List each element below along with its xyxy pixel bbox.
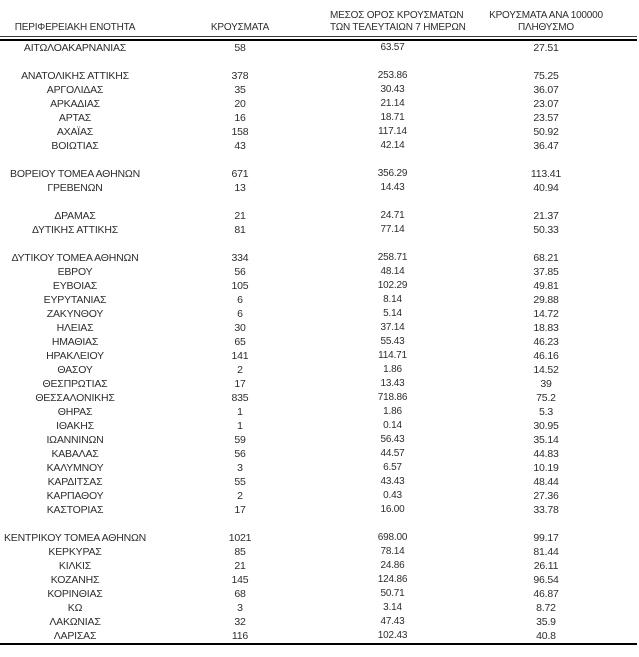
region-cell: ΚΕΡΚΥΡΑΣ (48, 546, 102, 558)
per100k-cell: 29.88 (533, 294, 559, 306)
avg7-cell: 37.14 (380, 322, 405, 333)
table-row (0, 475, 637, 489)
avg7-cell: 117.14 (378, 126, 407, 137)
avg7-cell: 63.57 (380, 42, 405, 53)
avg7-cell: 356.29 (377, 168, 408, 179)
region-cell: ΒΟΡΕΙΟΥ ΤΟΜΕΑ ΑΘΗΝΩΝ (10, 168, 140, 180)
spacer-row (0, 153, 637, 167)
avg7-cell: 24.71 (380, 210, 405, 221)
table-row (0, 265, 637, 279)
cases-cell: 35 (234, 84, 246, 96)
avg7-cell: 5.14 (383, 308, 402, 319)
cases-cell: 55 (234, 476, 246, 488)
avg7-cell: 102.29 (377, 280, 408, 291)
cases-cell: 141 (231, 350, 249, 362)
region-cell: ΗΜΑΘΙΑΣ (51, 336, 99, 348)
per100k-cell: 113.41 (530, 168, 562, 180)
spacer-cell (150, 237, 330, 251)
region-cell: ΛΑΡΙΣΑΣ (53, 630, 97, 642)
cases-cell: 65 (234, 336, 246, 348)
avg7-cell: 1.86 (383, 364, 402, 375)
table-row (0, 139, 637, 153)
region-cell: ΚΑΡΔΙΤΣΑΣ (47, 476, 103, 488)
cases-cell: 116 (231, 630, 249, 642)
cases-cell: 835 (231, 392, 249, 404)
cases-cell: 2 (237, 490, 243, 502)
region-cell: ΑΙΤΩΛΟΑΚΑΡΝΑΝΙΑΣ (23, 42, 127, 54)
table-row (0, 615, 637, 629)
col-header-per100k (455, 0, 637, 37)
cases-cell: 6 (237, 308, 243, 320)
table-row (0, 545, 637, 559)
avg7-cell: 18.71 (380, 112, 405, 123)
per100k-cell: 99.17 (533, 532, 559, 544)
per100k-cell: 36.47 (533, 140, 559, 152)
cases-cell: 58 (234, 42, 246, 54)
avg7-cell: 3.14 (383, 602, 402, 613)
spacer-cell (0, 195, 150, 209)
region-cell: ΛΑΚΩΝΙΑΣ (49, 616, 101, 628)
avg7-cell: 78.14 (380, 546, 405, 557)
avg7-cell: 30.43 (380, 84, 405, 95)
per100k-cell: 21.37 (533, 210, 559, 222)
avg7-cell: 13.43 (380, 378, 405, 389)
region-cell: ΓΡΕΒΕΝΩΝ (47, 182, 103, 194)
per100k-cell: 35.9 (536, 616, 556, 628)
cases-cell: 334 (231, 252, 249, 264)
table-row (0, 587, 637, 601)
spacer-cell (455, 237, 637, 251)
avg7-cell: 48.14 (380, 266, 405, 277)
spacer-cell (0, 517, 150, 531)
region-cell: ΘΕΣΣΑΛΟΝΙΚΗΣ (35, 392, 115, 404)
per100k-cell: 96.54 (533, 574, 559, 586)
col-header-per100k-line2: ΠΛΗΘΥΣΜΟ (518, 22, 574, 33)
table-row (0, 279, 637, 293)
per100k-cell: 75.25 (533, 70, 559, 82)
per100k-cell: 46.87 (533, 588, 559, 600)
avg7-cell: 55.43 (380, 336, 405, 347)
avg7-cell: 43.43 (380, 476, 405, 487)
table-row (0, 40, 637, 55)
cases-cell: 16 (234, 112, 246, 124)
region-cell: ΗΡΑΚΛΕΙΟΥ (46, 350, 104, 362)
col-header-region-label: ΠΕΡΙΦΕΡΕΙΑΚΗ ΕΝΟΤΗΤΑ (14, 22, 136, 33)
avg7-cell: 56.43 (380, 434, 405, 445)
spacer-row (0, 517, 637, 531)
avg7-cell: 14.43 (380, 182, 405, 193)
per100k-cell: 27.51 (533, 42, 559, 54)
table-row (0, 181, 637, 195)
cases-cell: 85 (234, 546, 246, 558)
table-row (0, 125, 637, 139)
table-header (0, 0, 637, 40)
per100k-cell: 68.21 (533, 252, 559, 264)
per100k-cell: 18.83 (533, 322, 559, 334)
cases-cell: 21 (234, 210, 246, 222)
col-header-avg7-line1: ΜΕΣΟΣ ΟΡΟΣ ΚΡΟΥΣΜΑΤΩΝ (330, 10, 464, 21)
cases-cell: 2 (237, 364, 243, 376)
per100k-cell: 35.14 (533, 434, 559, 446)
spacer-cell (0, 55, 150, 69)
avg7-cell: 24.86 (380, 560, 405, 571)
region-cell: ΗΛΕΙΑΣ (56, 322, 94, 334)
table-row (0, 447, 637, 461)
region-cell: ΚΑΡΠΑΘΟΥ (46, 490, 104, 502)
spacer-cell (0, 153, 150, 167)
cases-cell: 158 (231, 126, 249, 138)
header-row (0, 0, 637, 37)
per100k-cell: 50.33 (533, 224, 559, 236)
per100k-cell: 81.44 (533, 546, 559, 558)
table-row (0, 503, 637, 517)
col-header-cases-label: ΚΡΟΥΣΜΑΤΑ (210, 22, 270, 33)
region-cell: ΔΥΤΙΚΗΣ ΑΤΤΙΚΗΣ (31, 224, 119, 236)
region-cell: ΘΑΣΟΥ (57, 364, 93, 376)
spacer-cell (330, 55, 455, 69)
spacer-cell (330, 237, 455, 251)
region-cell: ΑΧΑΪΑΣ (56, 126, 94, 138)
cases-cell: 671 (231, 168, 249, 180)
spacer-cell (330, 195, 455, 209)
table-row (0, 391, 637, 405)
spacer-cell (455, 195, 637, 209)
per100k-cell: 33.78 (533, 504, 559, 516)
spacer-row (0, 237, 637, 251)
avg7-cell: 42.14 (380, 140, 405, 151)
region-cell: ΕΥΒΟΙΑΣ (52, 280, 98, 292)
avg7-cell: 1.86 (383, 406, 402, 417)
table-row (0, 97, 637, 111)
region-cell: ΑΡΓΟΛΙΔΑΣ (46, 84, 104, 96)
avg7-cell: 8.14 (383, 294, 402, 305)
per100k-cell: 40.8 (536, 630, 556, 642)
cases-cell: 1 (237, 420, 243, 432)
per100k-cell: 37.85 (533, 266, 559, 278)
cases-cell: 3 (237, 462, 243, 474)
avg7-cell: 44.57 (380, 448, 405, 459)
per100k-cell: 75.2 (536, 392, 556, 404)
avg7-cell: 718.86 (377, 392, 408, 403)
region-cell: ΔΥΤΙΚΟΥ ΤΟΜΕΑ ΑΘΗΝΩΝ (11, 252, 139, 264)
cases-cell: 43 (234, 140, 246, 152)
cases-cell: 1 (237, 406, 243, 418)
per100k-cell: 49.81 (533, 280, 559, 292)
per100k-cell: 27.36 (533, 490, 559, 502)
avg7-cell: 50.71 (380, 588, 405, 599)
avg7-cell: 698.00 (377, 532, 408, 543)
table-row (0, 83, 637, 97)
per100k-cell: 48.44 (533, 476, 559, 488)
spacer-cell (150, 55, 330, 69)
cases-cell: 30 (234, 322, 246, 334)
table-row (0, 293, 637, 307)
per100k-cell: 10.19 (533, 462, 559, 474)
region-cell: ΙΩΑΝΝΙΝΩΝ (46, 434, 104, 446)
per100k-cell: 14.72 (533, 308, 559, 320)
table-row (0, 363, 637, 377)
spacer-row (0, 195, 637, 209)
region-cell: ΔΡΑΜΑΣ (54, 210, 96, 222)
table-row (0, 573, 637, 587)
cases-cell: 56 (234, 266, 246, 278)
cases-cell: 145 (231, 574, 249, 586)
region-cell: ΑΡΤΑΣ (58, 112, 92, 124)
region-cell: ΚΕΝΤΡΙΚΟΥ ΤΟΜΕΑ ΑΘΗΝΩΝ (3, 532, 147, 544)
per100k-cell: 50.92 (533, 126, 559, 138)
region-cell: ΚΟΡΙΝΘΙΑΣ (47, 588, 103, 600)
spacer-cell (150, 195, 330, 209)
spacer-row (0, 55, 637, 69)
per100k-cell: 46.23 (533, 336, 559, 348)
table-row (0, 251, 637, 265)
cases-cell: 17 (234, 504, 246, 516)
per100k-cell: 36.07 (533, 84, 559, 96)
avg7-cell: 77.14 (380, 224, 405, 235)
table-row (0, 629, 637, 644)
table-row (0, 559, 637, 573)
per100k-cell: 5.3 (539, 406, 553, 418)
table-row (0, 307, 637, 321)
spacer-cell (330, 153, 455, 167)
cases-cell: 56 (234, 448, 246, 460)
table-row (0, 489, 637, 503)
col-header-avg7-line2: ΤΩΝ ΤΕΛΕΥΤΑΙΩΝ 7 ΗΜΕΡΩΝ (330, 22, 466, 33)
table-row (0, 167, 637, 181)
table-row (0, 349, 637, 363)
col-header-cases (150, 0, 330, 37)
avg7-cell: 0.14 (383, 420, 402, 431)
table-body (0, 40, 637, 644)
table-row (0, 601, 637, 615)
table-row (0, 321, 637, 335)
avg7-cell: 253.86 (377, 70, 408, 81)
region-cell: ΒΟΙΩΤΙΑΣ (51, 140, 99, 152)
cases-cell: 20 (234, 98, 246, 110)
spacer-cell (150, 517, 330, 531)
spacer-cell (455, 517, 637, 531)
region-cell: ΘΕΣΠΡΩΤΙΑΣ (42, 378, 108, 390)
cases-cell: 3 (237, 602, 243, 614)
avg7-cell: 21.14 (380, 98, 405, 109)
col-header-region (0, 0, 150, 37)
table-row (0, 335, 637, 349)
per100k-cell: 46.16 (533, 350, 559, 362)
table-row (0, 419, 637, 433)
per100k-cell: 40.94 (533, 182, 559, 194)
per100k-cell: 44.83 (533, 448, 559, 460)
cases-cell: 105 (231, 280, 249, 292)
region-cell: ΚΑΒΑΛΑΣ (51, 448, 99, 460)
cases-cell: 6 (237, 294, 243, 306)
spacer-cell (150, 153, 330, 167)
region-cell: ΚΙΛΚΙΣ (58, 560, 92, 572)
per100k-cell: 23.57 (533, 112, 559, 124)
cases-cell: 17 (234, 378, 246, 390)
region-cell: ΙΘΑΚΗΣ (56, 420, 94, 432)
avg7-cell: 16.00 (380, 504, 405, 515)
region-cell: ΖΑΚΥΝΘΟΥ (46, 308, 104, 320)
avg7-cell: 102.43 (377, 630, 408, 641)
region-cell: ΚΑΛΥΜΝΟΥ (46, 462, 104, 474)
avg7-cell: 258.71 (377, 252, 408, 263)
region-cell: ΕΥΡΥΤΑΝΙΑΣ (43, 294, 107, 306)
avg7-cell: 47.43 (380, 616, 405, 627)
table-row (0, 531, 637, 545)
per100k-cell: 39 (540, 378, 552, 390)
per100k-cell: 26.11 (533, 560, 559, 572)
region-cell: ΕΒΡΟΥ (57, 266, 93, 278)
per100k-cell: 30.95 (533, 420, 559, 432)
region-cell: ΚΩ (67, 602, 83, 614)
table-row (0, 461, 637, 475)
cases-cell: 1021 (228, 532, 252, 544)
per100k-cell: 23.07 (533, 98, 559, 110)
spacer-cell (455, 153, 637, 167)
spacer-cell (0, 237, 150, 251)
avg7-cell: 124.86 (377, 574, 408, 585)
avg7-cell: 114.71 (378, 350, 407, 361)
cases-cell: 68 (234, 588, 246, 600)
col-header-avg7 (330, 0, 466, 37)
cases-cell: 32 (234, 616, 246, 628)
table-row (0, 433, 637, 447)
cases-cell: 378 (231, 70, 249, 82)
table-row (0, 223, 637, 237)
table-row (0, 405, 637, 419)
per100k-cell: 8.72 (536, 602, 556, 614)
table-row (0, 69, 637, 83)
col-header-per100k-line1: ΚΡΟΥΣΜΑΤΑ ΑΝΑ 100000 (489, 10, 603, 21)
region-cell: ΘΗΡΑΣ (57, 406, 93, 418)
table-row (0, 377, 637, 391)
spacer-cell (330, 517, 455, 531)
per100k-cell: 14.52 (533, 364, 559, 376)
region-cell: ΚΑΣΤΟΡΙΑΣ (46, 504, 104, 516)
table-row (0, 111, 637, 125)
cases-cell: 21 (234, 560, 246, 572)
cases-cell: 13 (234, 182, 246, 194)
cases-cell: 81 (234, 224, 246, 236)
table-row (0, 209, 637, 223)
avg7-cell: 0.43 (383, 490, 402, 501)
spacer-cell (455, 55, 637, 69)
region-cell: ΑΝΑΤΟΛΙΚΗΣ ΑΤΤΙΚΗΣ (21, 70, 129, 82)
region-cell: ΚΟΖΑΝΗΣ (50, 574, 100, 586)
region-cell: ΑΡΚΑΔΙΑΣ (50, 98, 100, 110)
avg7-cell: 6.57 (383, 462, 402, 473)
cases-cell: 59 (234, 434, 246, 446)
